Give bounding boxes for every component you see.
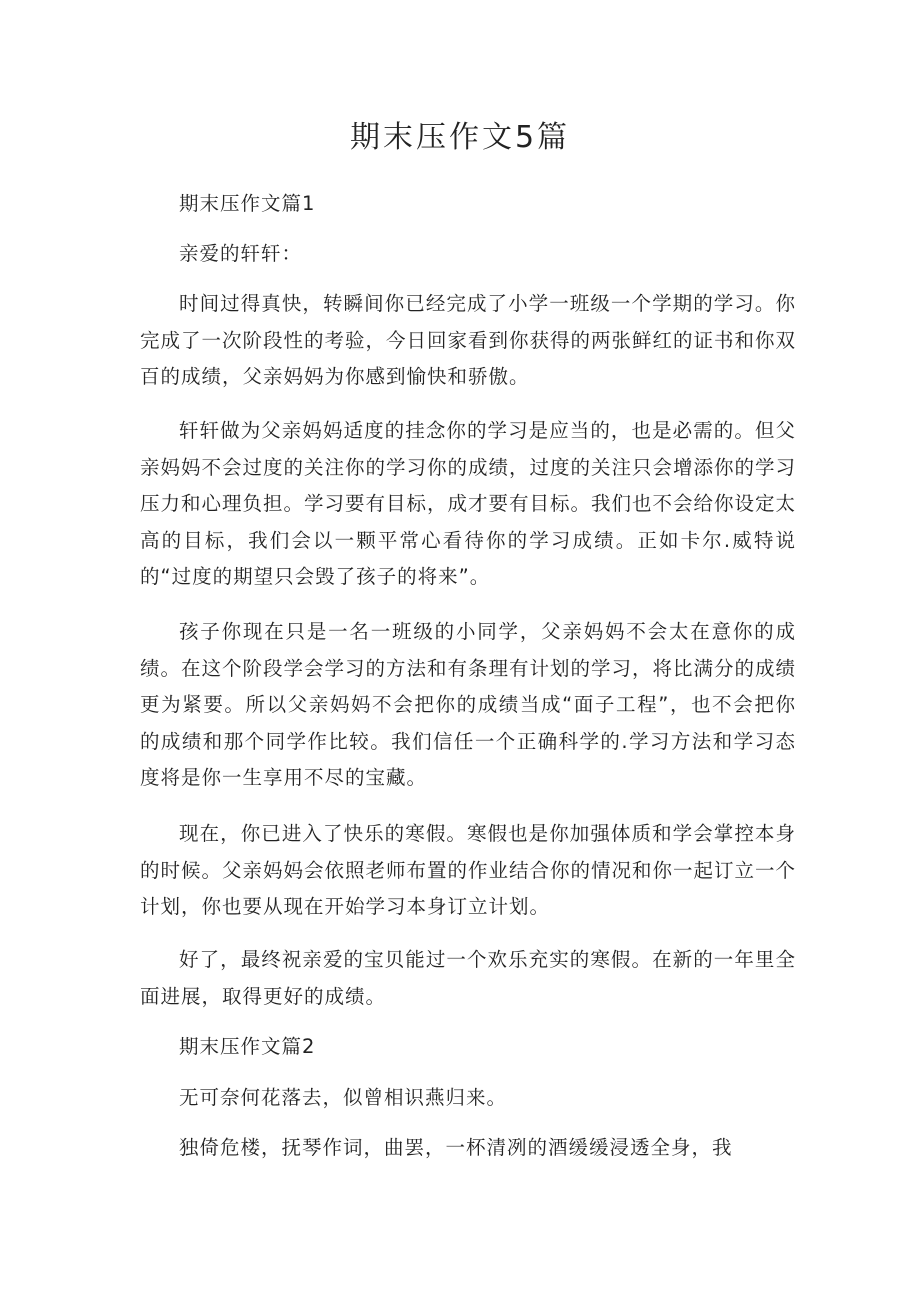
document-title: 期末压作文5篇 <box>349 120 571 155</box>
section-heading-1: 期末压作文篇1 <box>179 192 316 215</box>
paragraph-3: 孩子你现在只是一名一班级的小同学，父亲妈妈不会太在意你的成绩。在这个阶段学会学习的方法和有条理有计划的学习，将比满分的成绩更为紧要。所以父亲妈妈不会把你的成绩当成“面子工程”，也不会把你的成绩和那个同学作比较。我们信任一个正确科学的.学习方法和学习态度将是你一生享用不尽的宝藏。 <box>140 620 797 789</box>
salutation: 亲爱的轩轩： <box>179 242 303 265</box>
paragraph-5: 好了，最终祝亲爱的宝贝能过一个欢乐充实的寒假。在新的一年里全面进展，取得更好的成绩。 <box>140 948 796 1008</box>
section-heading-2: 期末压作文篇2 <box>179 1035 316 1058</box>
section-2-paragraph-2: 独倚危楼，抚琴作词，曲罢，一杯清冽的酒缓缓浸透全身，我 <box>179 1136 733 1159</box>
paragraph-2: 轩轩做为父亲妈妈适度的挂念你的学习是应当的，也是必需的。但父亲妈妈不会过度的关注你的学习你的成绩，过度的关注只会增添你的学习压力和心理负担。学习要有目标，成才要有目标。我们也不会给你设定太高的目标，我们会以一颗平常心看待你的学习成绩。正如卡尔.威特说的“过度的期望只会毁了孩子的将来”。 <box>140 419 797 588</box>
paragraph-4: 现在，你已进入了快乐的寒假。寒假也是你加强体质和学会掌控本身的时候。父亲妈妈会依照老师布置的作业结合你的情况和你一起订立一个计划，你也要从现在开始学习本身订立计划。 <box>140 822 797 918</box>
section-2-paragraph-1: 无可奈何花落去，似曾相识燕归来。 <box>179 1086 508 1109</box>
paragraph-1: 时间过得真快，转瞬间你已经完成了小学一班级一个学期的学习。你完成了一次阶段性的考验，今日回家看到你获得的两张鲜红的证书和你双百的成绩，父亲妈妈为你感到愉快和骄傲。 <box>140 292 797 388</box>
